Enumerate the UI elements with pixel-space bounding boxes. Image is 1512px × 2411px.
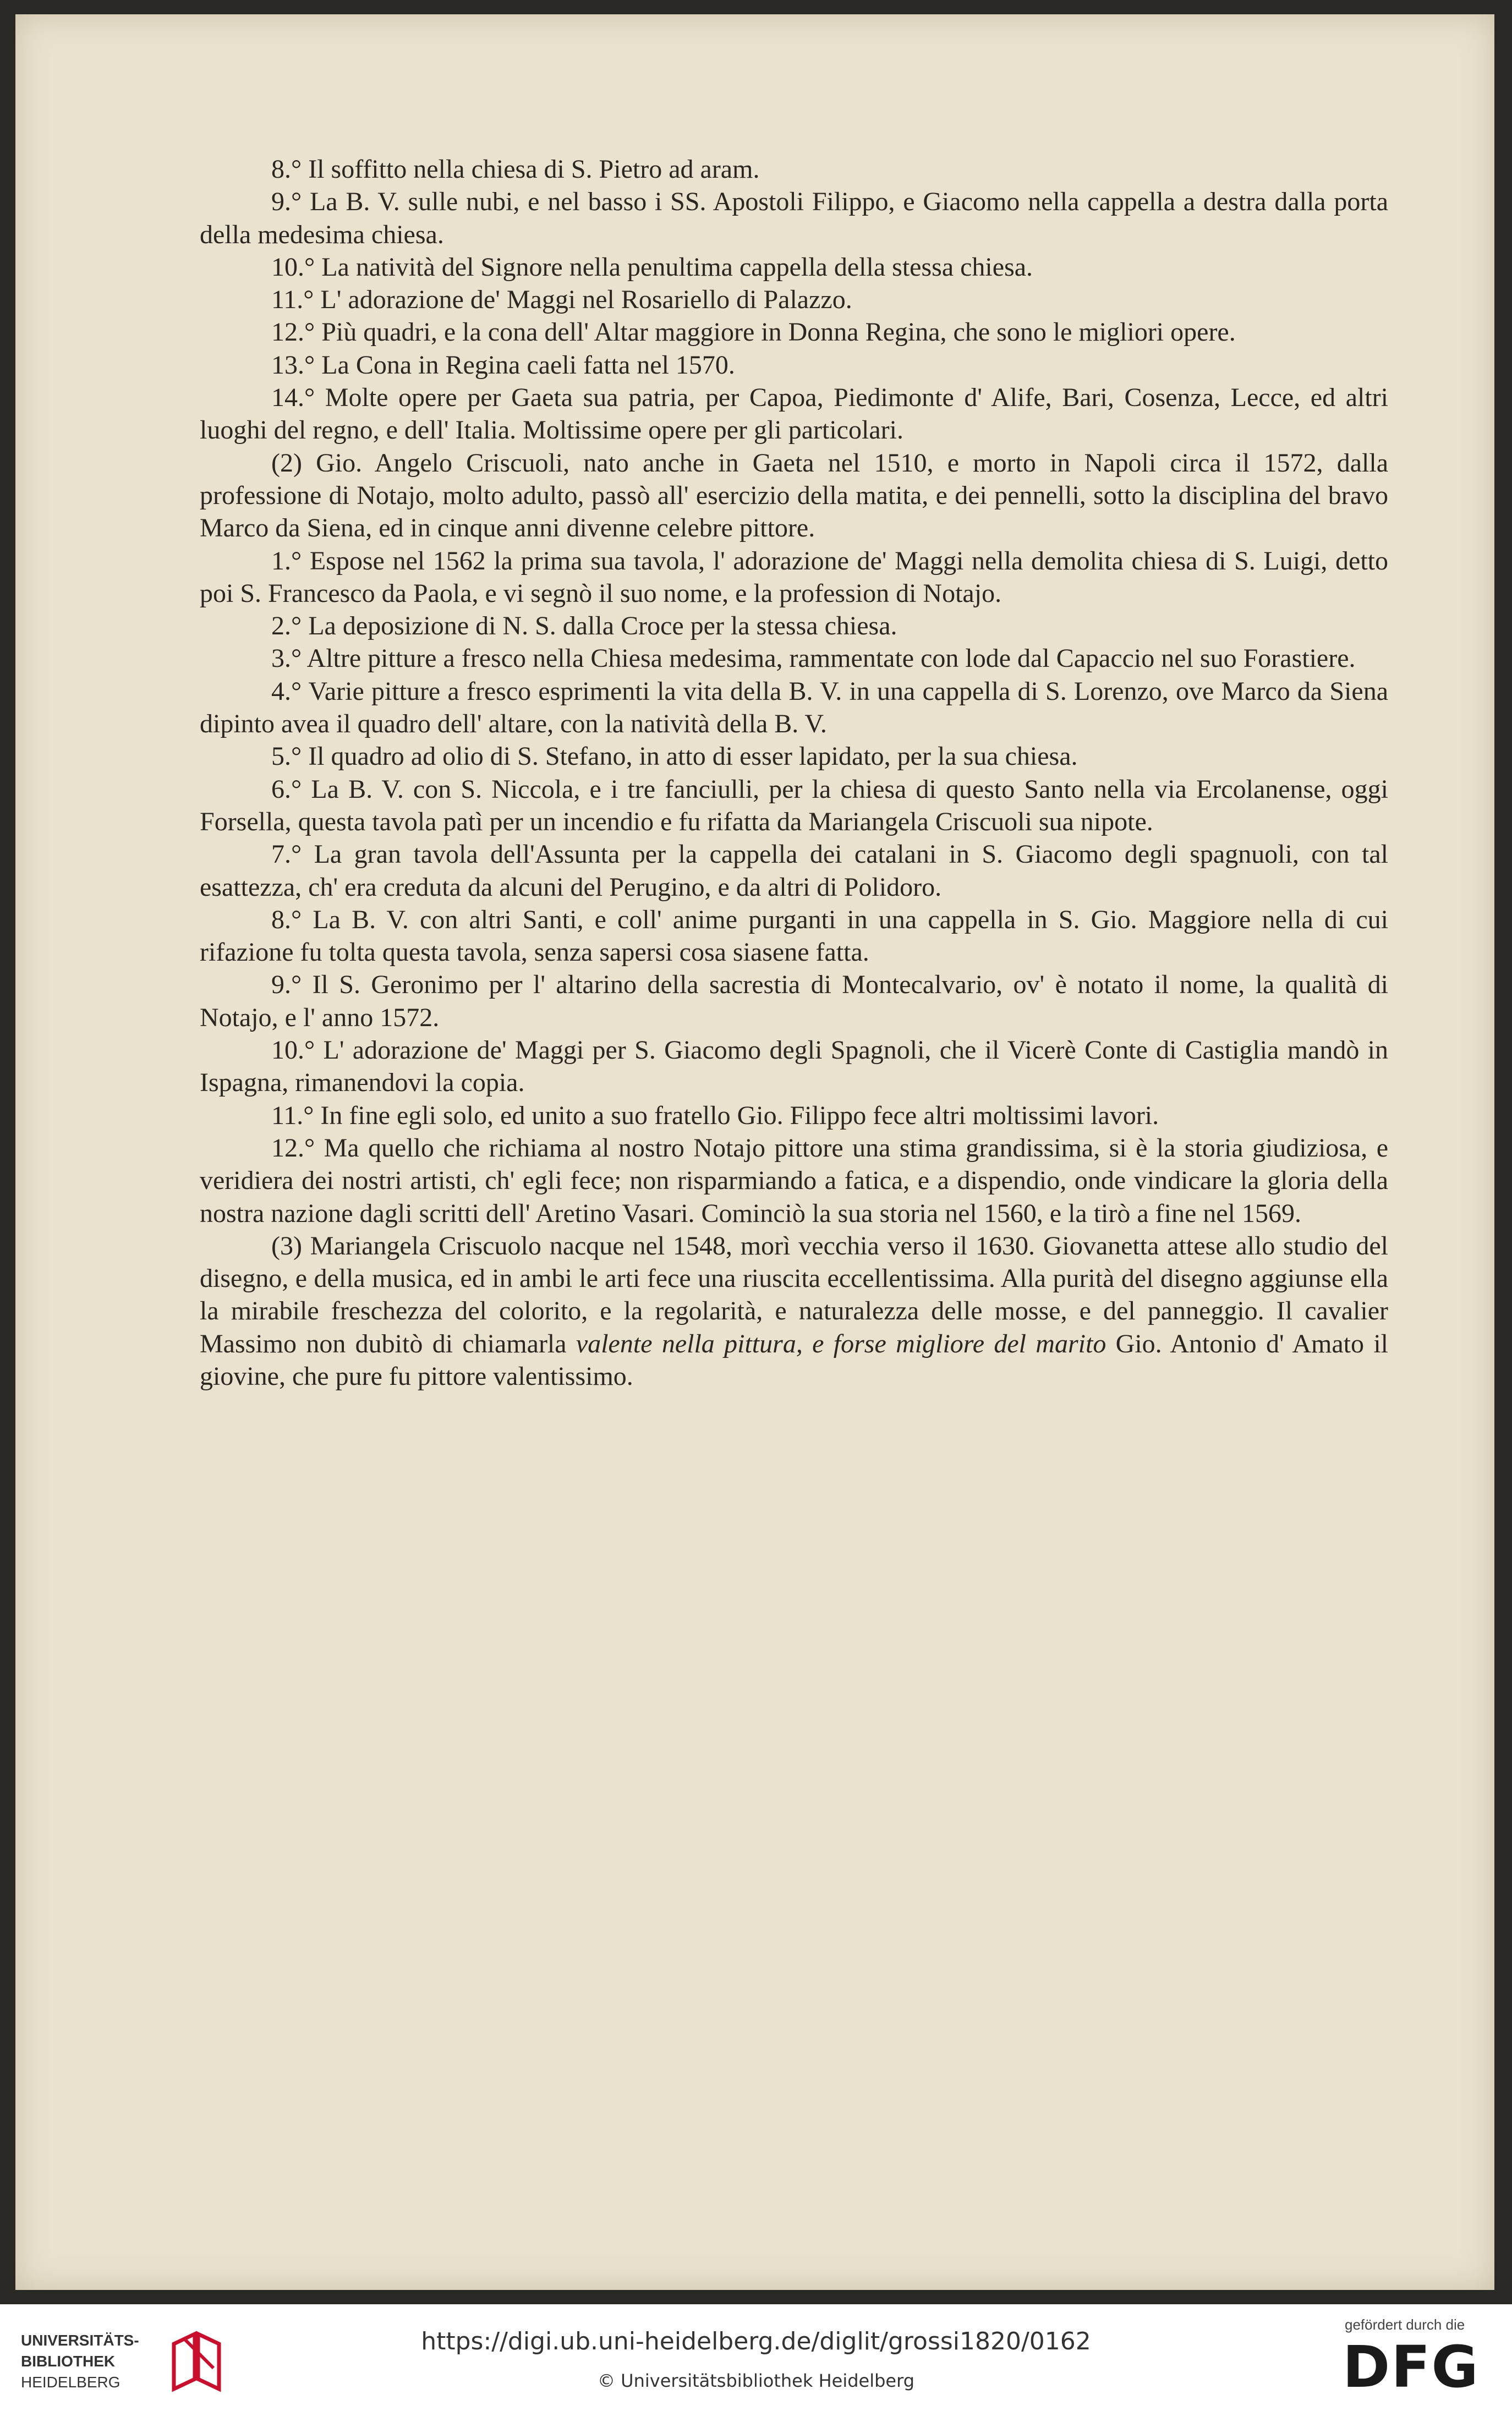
library-name-line3: HEIDELBERG bbox=[21, 2374, 120, 2391]
library-name-line2: BIBLIOTHEK bbox=[21, 2353, 116, 2370]
text-paragraph: 9.° Il S. Geronimo per l' altarino della sacrestia di Montecalvario, ov' è notato il nome, la qualità di Notajo, e l' anno 1572. bbox=[200, 970, 1388, 1032]
text-paragraph: 12.° Ma quello che richiama al nostro Notajo pittore una stima grandissima, si è la storia giudiziosa, e veridiera dei nostri artisti, ch' egli fece; non risparmiando a fatica, e a dispendio, onde vindicare la gloria della nostra nazione dagli scritti dell' Aretino Vasari. Cominciò la sua storia nel 1560, e la tirò a fine nel 1569. bbox=[200, 1133, 1388, 1228]
text-paragraph: 3.° Altre pitture a fresco nella Chiesa medesima, rammentate con lode dal Capaccio nel suo Forastiere. bbox=[271, 644, 1356, 673]
text-paragraph: 5.° Il quadro ad olio di S. Stefano, in atto di esser lapidato, per la sua chiesa. bbox=[271, 742, 1078, 771]
text-paragraph: 7.° La gran tavola dell'Assunta per la cappella dei catalani in S. Giacomo degli spagnuoli, con tal esattezza, ch' era creduta da alcuni del Perugino, e da altri di Polidoro. bbox=[200, 840, 1388, 902]
text-paragraph: 1.° Espose nel 1562 la prima sua tavola, l' adorazione de' Maggi nella demolita chiesa di S. Luigi, detto poi S. Francesco da Paola, e vi segnò il suo nome, e la profession di Notajo. bbox=[200, 546, 1388, 608]
text-paragraph: 10.° L' adorazione de' Maggi per S. Giacomo degli Spagnoli, che il Vicerè Conte di Castiglia mandò in Ispagna, rimanendovi la copia. bbox=[200, 1035, 1388, 1098]
dfg-wordmark: DFG bbox=[1343, 2333, 1480, 2401]
text-run: Gio. Antonio d' Amato il giovine, che pure fu pittore valentissimo. bbox=[200, 1329, 1388, 1391]
text-paragraph: 6.° La B. V. con S. Niccola, e i tre fanciulli, per la chiesa di questo Santo nella via Ercolanense, oggi Forsella, questa tavola patì per un incendio e fu rifatta da Mariangela Criscuoli sua nipote. bbox=[200, 774, 1388, 836]
text-paragraph: 8.° La B. V. con altri Santi, e coll' anime purganti in una cappella in S. Gio. Maggiore nella di cui rifazione fu tolta questa tavola, senza sapersi cosa siasene fatta. bbox=[200, 905, 1388, 967]
text-paragraph: 12.° Più quadri, e la cona dell' Altar maggiore in Donna Regina, che sono le migliori opere. bbox=[271, 317, 1236, 347]
dfg-caption: gefördert durch die bbox=[1345, 2316, 1465, 2333]
viewer-footer bbox=[0, 2304, 1512, 2411]
dfg-logo[interactable] bbox=[1343, 2316, 1497, 2404]
library-name-line1: UNIVERSITÄTS- bbox=[21, 2332, 139, 2349]
text-paragraph: 10.° La natività del Signore nella penultima cappella della stessa chiesa. bbox=[271, 252, 1033, 282]
page-text bbox=[200, 153, 1388, 1393]
text-paragraph: 11.° In fine egli solo, ed unito a suo fratello Gio. Filippo fece altri moltissimi lavori. bbox=[271, 1100, 1159, 1130]
book-page bbox=[15, 14, 1494, 2290]
text-run: (3) Mariangela Criscuolo nacque nel 1548, morì vecchia verso il 1630. Giovanetta attese allo studio del disegno, e della musica, ed in ambi le arti fece una riuscita eccellentissima. Alla purità del disegno aggiunse ella la mirabile freschezza del colorito, e la regolarità, e naturalezza delle mosse, e del panneggio. Il cavalier Massimo non dubitò di chiamarla bbox=[200, 1231, 1388, 1358]
text-paragraph: 13.° La Cona in Regina caeli fatta nel 1570. bbox=[271, 350, 735, 380]
text-paragraph: 8.° Il soffitto nella chiesa di S. Pietro ad aram. bbox=[271, 155, 760, 184]
text-paragraph: 2.° La deposizione di N. S. dalla Croce per la stessa chiesa. bbox=[271, 611, 897, 641]
text-paragraph: 11.° L' adorazione de' Maggi nel Rosariello di Palazzo. bbox=[271, 285, 852, 315]
text-paragraph: 9.° La B. V. sulle nubi, e nel basso i SS. Apostoli Filippo, e Giacomo nella cappella a destra dalla porta della medesima chiesa. bbox=[200, 187, 1388, 249]
italic-quote: valente nella pittura, e forse migliore del marito bbox=[576, 1329, 1106, 1358]
text-paragraph: 14.° Molte opere per Gaeta sua patria, per Capoa, Piedimonte d' Alife, Bari, Cosenza, Lecce, ed altri luoghi del regno, e dell' Italia. Moltissime opere per gli particolari. bbox=[200, 383, 1388, 445]
text-paragraph: 4.° Varie pitture a fresco esprimenti la vita della B. V. in una cappella di S. Lorenzo, ove Marco da Siena dipinto avea il quadro dell' altare, con la natività della B. V. bbox=[200, 676, 1388, 739]
copyright-notice: © Universitätsbibliothek Heidelberg bbox=[597, 2370, 914, 2391]
permalink-url[interactable]: https://digi.ub.uni-heidelberg.de/diglit/grossi1820/0162 bbox=[421, 2327, 1091, 2355]
text-paragraph-last bbox=[200, 1230, 1388, 1393]
text-paragraph: (2) Gio. Angelo Criscuoli, nato anche in Gaeta nel 1510, e morto in Napoli circa il 1572, dalla professione di Notajo, molto adulto, passò all' esercizio della matita, e dei pennelli, sotto la disciplina del bravo Marco da Siena, ed in cinque anni divenne celebre pittore. bbox=[200, 448, 1388, 543]
